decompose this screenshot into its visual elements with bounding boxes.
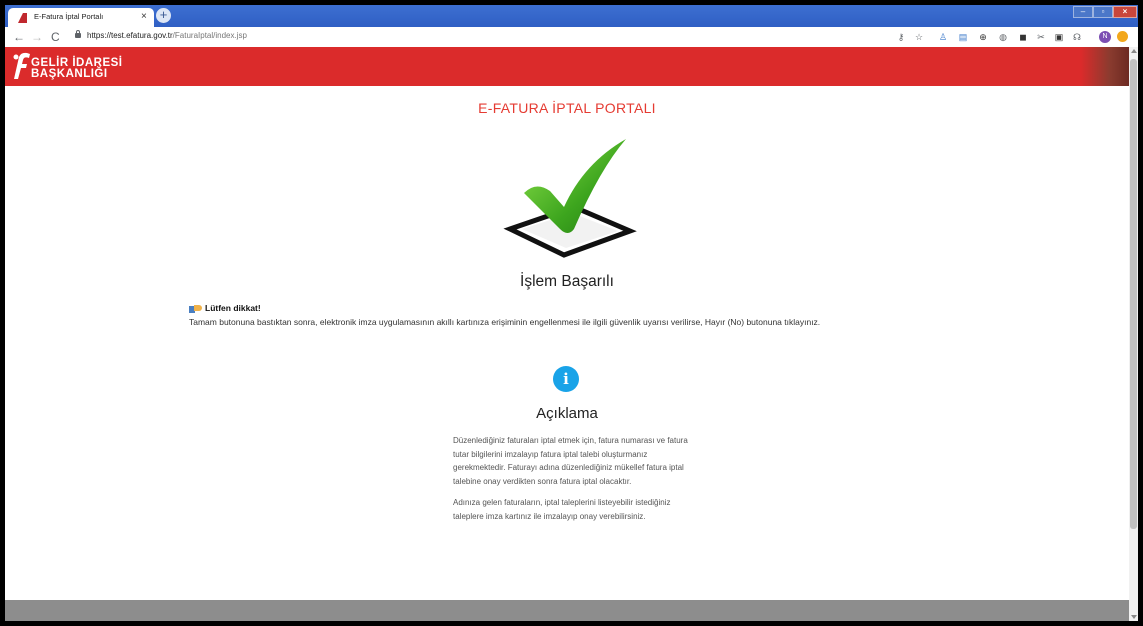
lock-icon[interactable]	[75, 33, 81, 38]
pointing-hand-icon	[189, 305, 202, 313]
back-button[interactable]: ←	[13, 30, 25, 44]
address-bar[interactable]	[87, 31, 247, 40]
url-path: /FaturaIptal/index.jsp	[172, 31, 247, 40]
scroll-up-arrow-icon[interactable]	[1131, 49, 1137, 53]
extension-save-icon[interactable]: ▣	[1054, 32, 1064, 42]
scrollbar-thumb[interactable]	[1130, 59, 1137, 529]
tab-close-icon[interactable]: ×	[141, 11, 147, 22]
gib-logo-icon	[11, 51, 31, 81]
info-icon: i	[553, 366, 579, 392]
page-title: E-FATURA İPTAL PORTALI	[478, 100, 656, 116]
warning-notice	[189, 303, 889, 327]
browser-window	[5, 5, 1138, 621]
extension-lock-icon[interactable]: ⊕	[979, 32, 987, 42]
favicon-icon	[18, 13, 27, 23]
profile-avatar[interactable]: N	[1099, 31, 1111, 43]
vertical-scrollbar[interactable]	[1129, 47, 1138, 621]
url-host: https://test.efatura.gov.tr	[87, 31, 173, 40]
extension-globe-icon[interactable]: ◍	[999, 32, 1007, 42]
reload-button[interactable]: C	[51, 30, 60, 44]
extension-box-icon[interactable]: ◼	[1019, 32, 1027, 42]
extension-headset-icon[interactable]: ☊	[1073, 32, 1081, 42]
notice-label: Lütfen dikkat!	[205, 303, 261, 313]
extension-circle-icon[interactable]	[1117, 31, 1128, 42]
close-window-button[interactable]: ×	[1113, 6, 1137, 18]
description-body	[453, 434, 688, 531]
forward-button[interactable]: →	[31, 30, 43, 44]
tab-strip	[5, 5, 1138, 27]
site-header	[5, 47, 1129, 88]
minimize-button[interactable]: –	[1073, 6, 1093, 18]
logo-text	[31, 58, 122, 80]
description-paragraph-1: Düzenlediğiniz faturaları iptal etmek için, fatura numarası ve fatura tutar bilgilerini imzalayıp fatura iptal talebi oluşturmanız gerekmektedir. Faturayı adına düzenlediğiniz mükellef fatura iptal talebine onay verdikten sonra fatura iptal olacaktır.	[453, 436, 688, 486]
success-message: İşlem Başarılı	[520, 273, 614, 290]
bookmark-star-icon[interactable]: ☆	[914, 32, 924, 42]
address-toolbar	[5, 27, 1138, 48]
extension-translate-icon[interactable]: ▤	[958, 32, 968, 42]
description-paragraph-2: Adınıza gelen faturaların, iptal taleplerini listeyebilir istediğiniz taleplere imza kartınız ile imzalayıp onay verebilirsiniz.	[453, 498, 671, 521]
tab-title: E-Fatura İptal Portalı	[34, 12, 104, 21]
extension-tools-icon[interactable]: ✂	[1037, 32, 1045, 42]
notice-text: Tamam butonuna bastıktan sonra, elektronik imza uygulamasının akıllı kartınıza erişiminin engellenmesi ile ilgili güvenlik uyarısı verilirse, Hayır (No) butonuna tıklayınız.	[189, 317, 821, 327]
description-title: Açıklama	[536, 405, 598, 422]
scroll-down-arrow-icon[interactable]	[1131, 615, 1137, 619]
browser-tab[interactable]	[8, 8, 154, 27]
extension-person-icon[interactable]: ♙	[938, 32, 948, 42]
logo-line-2: BAŞKANLIĞI	[31, 68, 108, 80]
header-statue-image	[1081, 47, 1129, 86]
page-footer	[5, 600, 1129, 621]
logo-line-1: GELİR İDARESİ	[31, 57, 123, 69]
success-checkmark-icon	[502, 133, 637, 258]
maximize-button[interactable]: ▫	[1093, 6, 1113, 18]
key-icon[interactable]: ⚷	[897, 32, 905, 42]
new-tab-button[interactable]: +	[156, 8, 171, 23]
